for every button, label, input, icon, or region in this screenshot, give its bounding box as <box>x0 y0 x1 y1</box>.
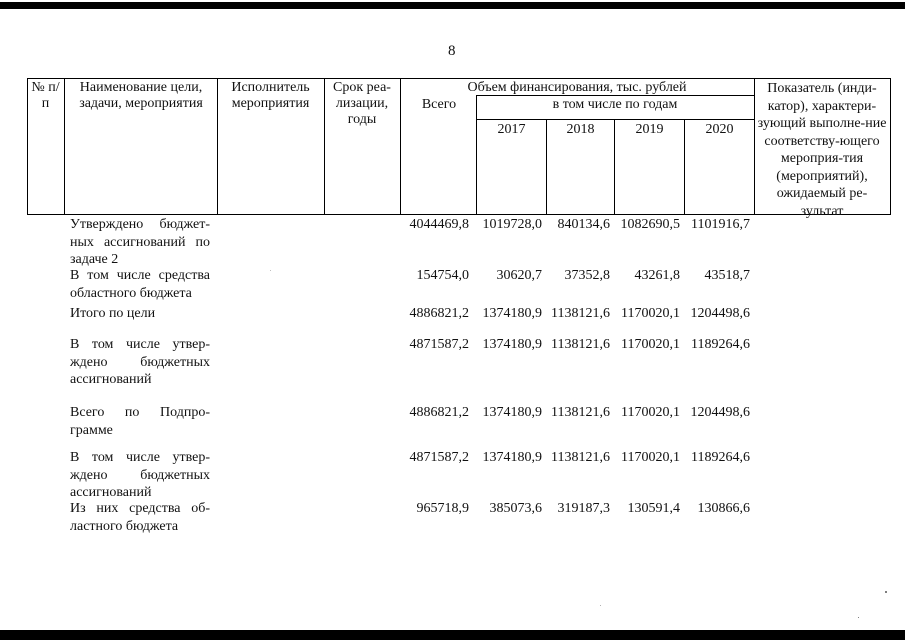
top-border-bar <box>0 2 905 9</box>
header-num: № п/п <box>31 80 60 111</box>
cell-2019: 130591,4 <box>627 501 680 516</box>
row-label: Утверждено бюджет-ных ассигнований по задаче 2 <box>70 217 210 267</box>
cell-2018: 840134,6 <box>557 217 610 232</box>
cell-2020: 1204498,6 <box>690 306 750 321</box>
row-label: Из них средства об-ластного бюджета <box>70 501 210 534</box>
cell-2018: 1138121,6 <box>551 337 610 352</box>
scan-speck <box>858 617 859 618</box>
cell-total: 4886821,2 <box>409 306 469 321</box>
cell-total: 4871587,2 <box>409 337 469 352</box>
header-total: Всего <box>421 97 457 112</box>
header-year-2018: 2018 <box>566 122 595 137</box>
cell-total: 154754,0 <box>416 268 469 283</box>
cell-2017: 30620,7 <box>496 268 542 283</box>
row-label: Всего по Подпро-грамме <box>70 405 210 438</box>
cell-total: 4886821,2 <box>409 405 469 420</box>
cell-2018: 319187,3 <box>557 501 610 516</box>
cell-2019: 1170020,1 <box>621 405 680 420</box>
cell-2017: 1374180,9 <box>482 337 542 352</box>
cell-2019: 1170020,1 <box>621 337 680 352</box>
cell-2019: 1170020,1 <box>621 306 680 321</box>
cell-total: 4044469,8 <box>409 217 469 232</box>
cell-2017: 1374180,9 <box>482 405 542 420</box>
cell-2018: 1138121,6 <box>551 450 610 465</box>
header-name: Наименование цели, задачи, мероприятия <box>79 80 203 111</box>
header-year-2020: 2020 <box>705 122 734 137</box>
cell-2020: 1189264,6 <box>691 450 750 465</box>
bottom-border-bar <box>0 630 905 640</box>
header-year-2019: 2019 <box>635 122 664 137</box>
cell-2019: 43261,8 <box>634 268 680 283</box>
row-label: В том числе утвер-ждено бюджетных ассигнований <box>70 450 210 500</box>
cell-2017: 1374180,9 <box>482 306 542 321</box>
cell-2020: 43518,7 <box>704 268 750 283</box>
cell-total: 4871587,2 <box>409 450 469 465</box>
header-by-years: в том числе по годам <box>552 97 678 112</box>
cell-2020: 130866,6 <box>697 501 750 516</box>
scan-speck <box>885 591 887 593</box>
row-label: В том числе средства областного бюджета <box>70 268 210 301</box>
header-funding: Объем финансирования, тыс. рублей <box>467 80 687 95</box>
row-label: Итого по цели <box>70 306 156 321</box>
cell-2020: 1101916,7 <box>691 217 750 232</box>
header-executor: Исполнитель мероприятия <box>231 80 310 111</box>
cell-2017: 1374180,9 <box>482 450 542 465</box>
header-year-2017: 2017 <box>497 122 526 137</box>
header-indicator: Показатель (инди-катор), характери-зующий выполне-ние соответству-ющего мероприя-тия (мероприятий), ожидаемый ре-зультат <box>757 81 887 219</box>
cell-2018: 37352,8 <box>564 268 610 283</box>
page-number: 8 <box>448 43 456 59</box>
row-label: В том числе утвер-ждено бюджетных ассигнований <box>70 337 210 387</box>
cell-2020: 1189264,6 <box>691 337 750 352</box>
cell-2017: 385073,6 <box>489 501 542 516</box>
cell-2019: 1170020,1 <box>621 450 680 465</box>
cell-2020: 1204498,6 <box>690 405 750 420</box>
cell-2019: 1082690,5 <box>620 217 680 232</box>
header-term: Срок реа-лизации, годы <box>333 80 391 127</box>
scan-speck <box>270 270 271 271</box>
cell-2018: 1138121,6 <box>551 405 610 420</box>
scan-speck <box>600 605 601 606</box>
cell-2017: 1019728,0 <box>482 217 542 232</box>
cell-total: 965718,9 <box>416 501 469 516</box>
cell-2018: 1138121,6 <box>551 306 610 321</box>
